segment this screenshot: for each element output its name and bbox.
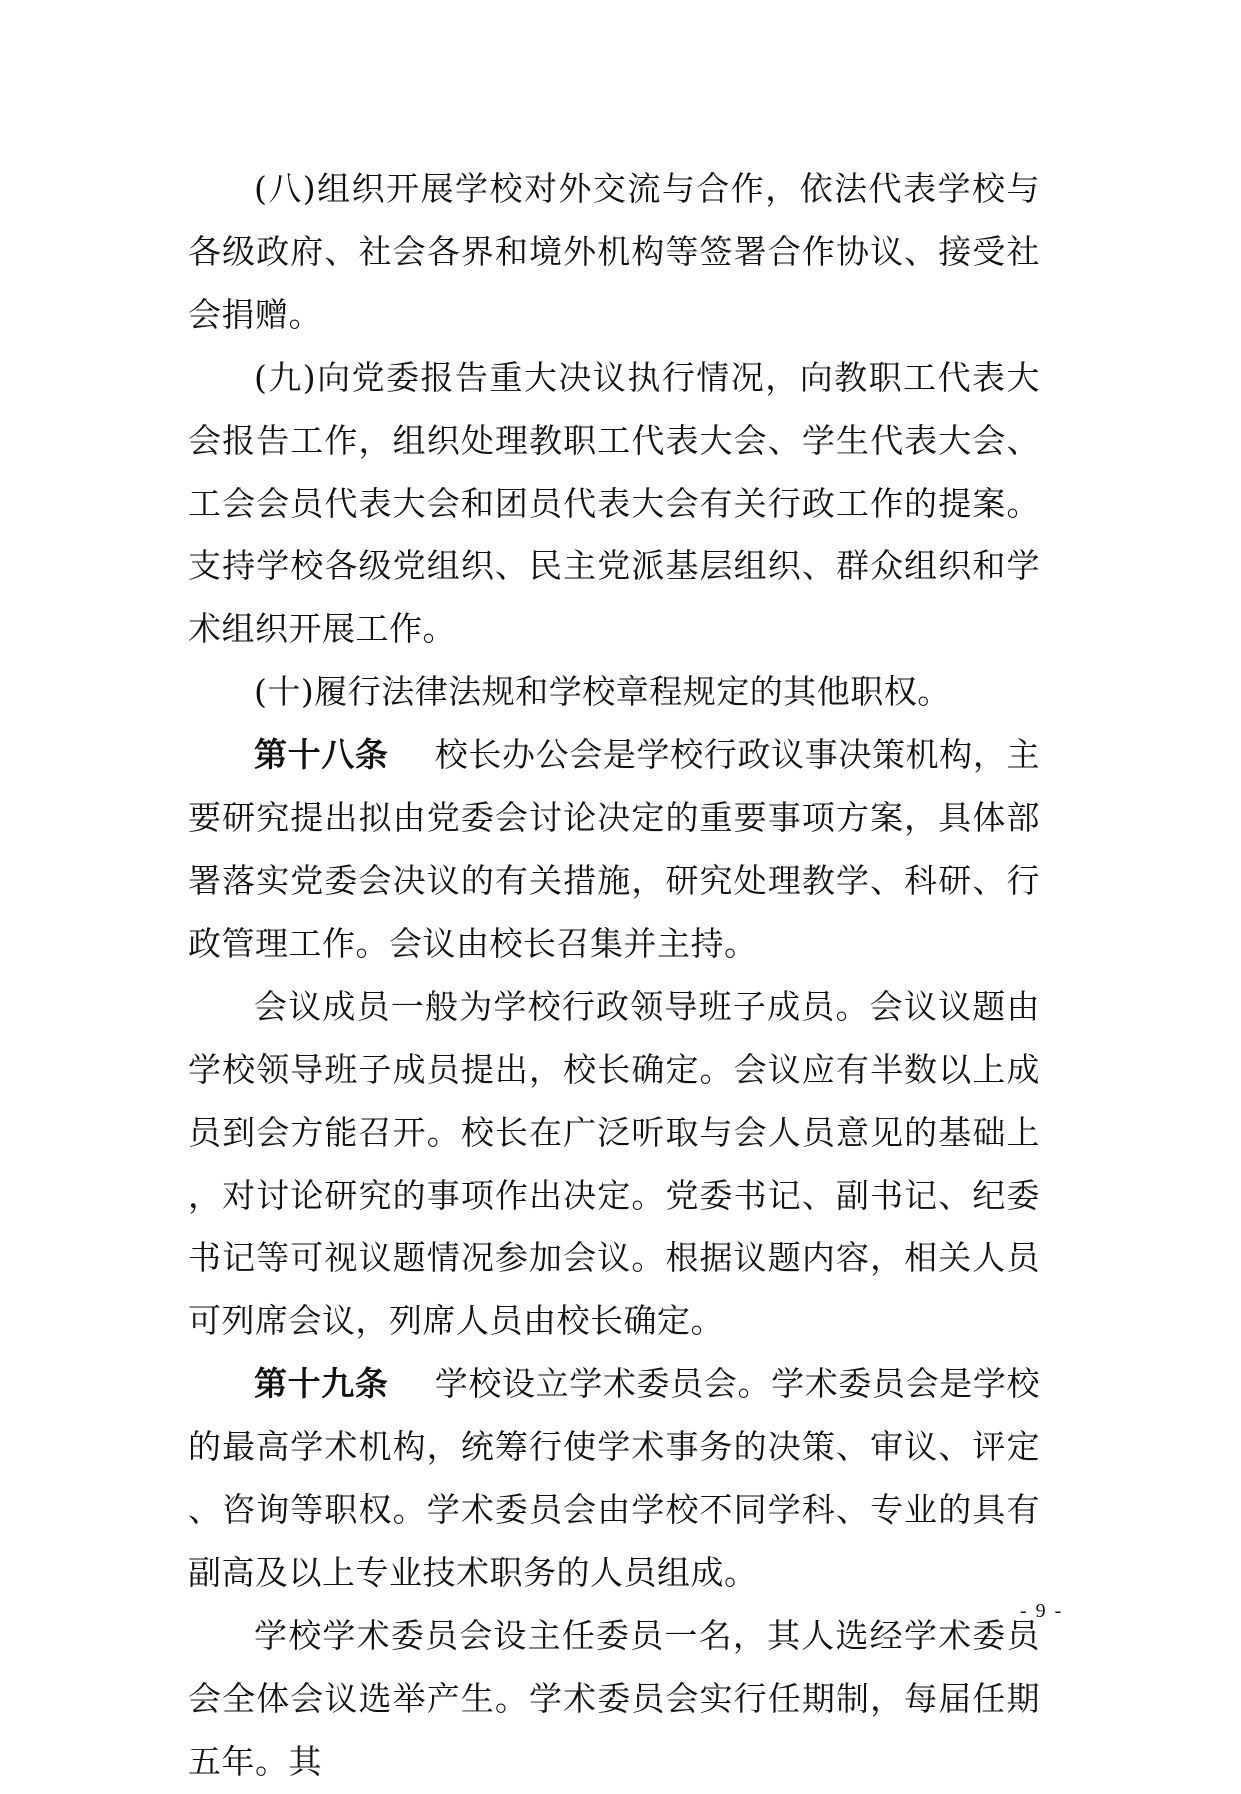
paragraph-item-9 (188, 347, 1040, 662)
paragraph-text: (八)组织开展学校对外交流与合作，依法代表学校与各级政府、社会各界和境外机构等签署合作协议、接受社会捐赠。 (188, 169, 1040, 334)
paragraph-text: (九)向党委报告重大决议执行情况，向教职工代表大会报告工作，组织处理教职工代表大会、学生代表大会、工会会员代表大会和团员代表大会有关行政工作的提案。支持学校各级党组织、民主党派基层组织、群众组织和学术组织开展工作。 (188, 357, 1040, 649)
article-19-paragraph (188, 1353, 1040, 1605)
article-title: 第十九条 (254, 1364, 389, 1404)
paragraph-text: 校长办公会是学校行政议事决策机构，主要研究提出拟由党委会讨论决定的重要事项方案，具体部署落实党委会决议的有关措施，研究处理教学、科研、行政管理工作。会议由校长召集并主持。 (188, 735, 1041, 963)
article-18-members-paragraph (188, 976, 1040, 1353)
paragraph-text: 学校学术委员会设主任委员一名，其人选经学术委员会全体会议选举产生。学术委员会实行任期制，每届任期五年。其 (188, 1615, 1040, 1781)
paragraph-item-8 (188, 158, 1040, 347)
article-18-paragraph (188, 724, 1040, 976)
page-number: - 9 - (1020, 1600, 1064, 1622)
paragraph-text: (十)履行法律法规和学校章程规定的其他职权。 (254, 672, 951, 712)
paragraph-text: 学校设立学术委员会。学术委员会是学校的最高学术机构，统筹行使学术事务的决策、审议、评定、咨询等职权。学术委员会由学校不同学科、专业的具有副高及以上专业技术职务的人员组成。 (188, 1364, 1041, 1592)
paragraph-text: 会议成员一般为学校行政领导班子成员。会议议题由学校领导班子成员提出，校长确定。会议应有半数以上成员到会方能召开。校长在广泛听取与会人员意见的基础上，对讨论研究的事项作出决定。党委书记、副书记、纪委书记等可视议题情况参加会议。根据议题内容，相关人员可列席会议，列席人员由校长确定。 (188, 986, 1040, 1341)
document-body (188, 158, 1040, 1794)
paragraph-item-10 (188, 661, 1040, 724)
article-title: 第十八条 (254, 735, 389, 775)
article-19-chair-paragraph (188, 1605, 1040, 1794)
